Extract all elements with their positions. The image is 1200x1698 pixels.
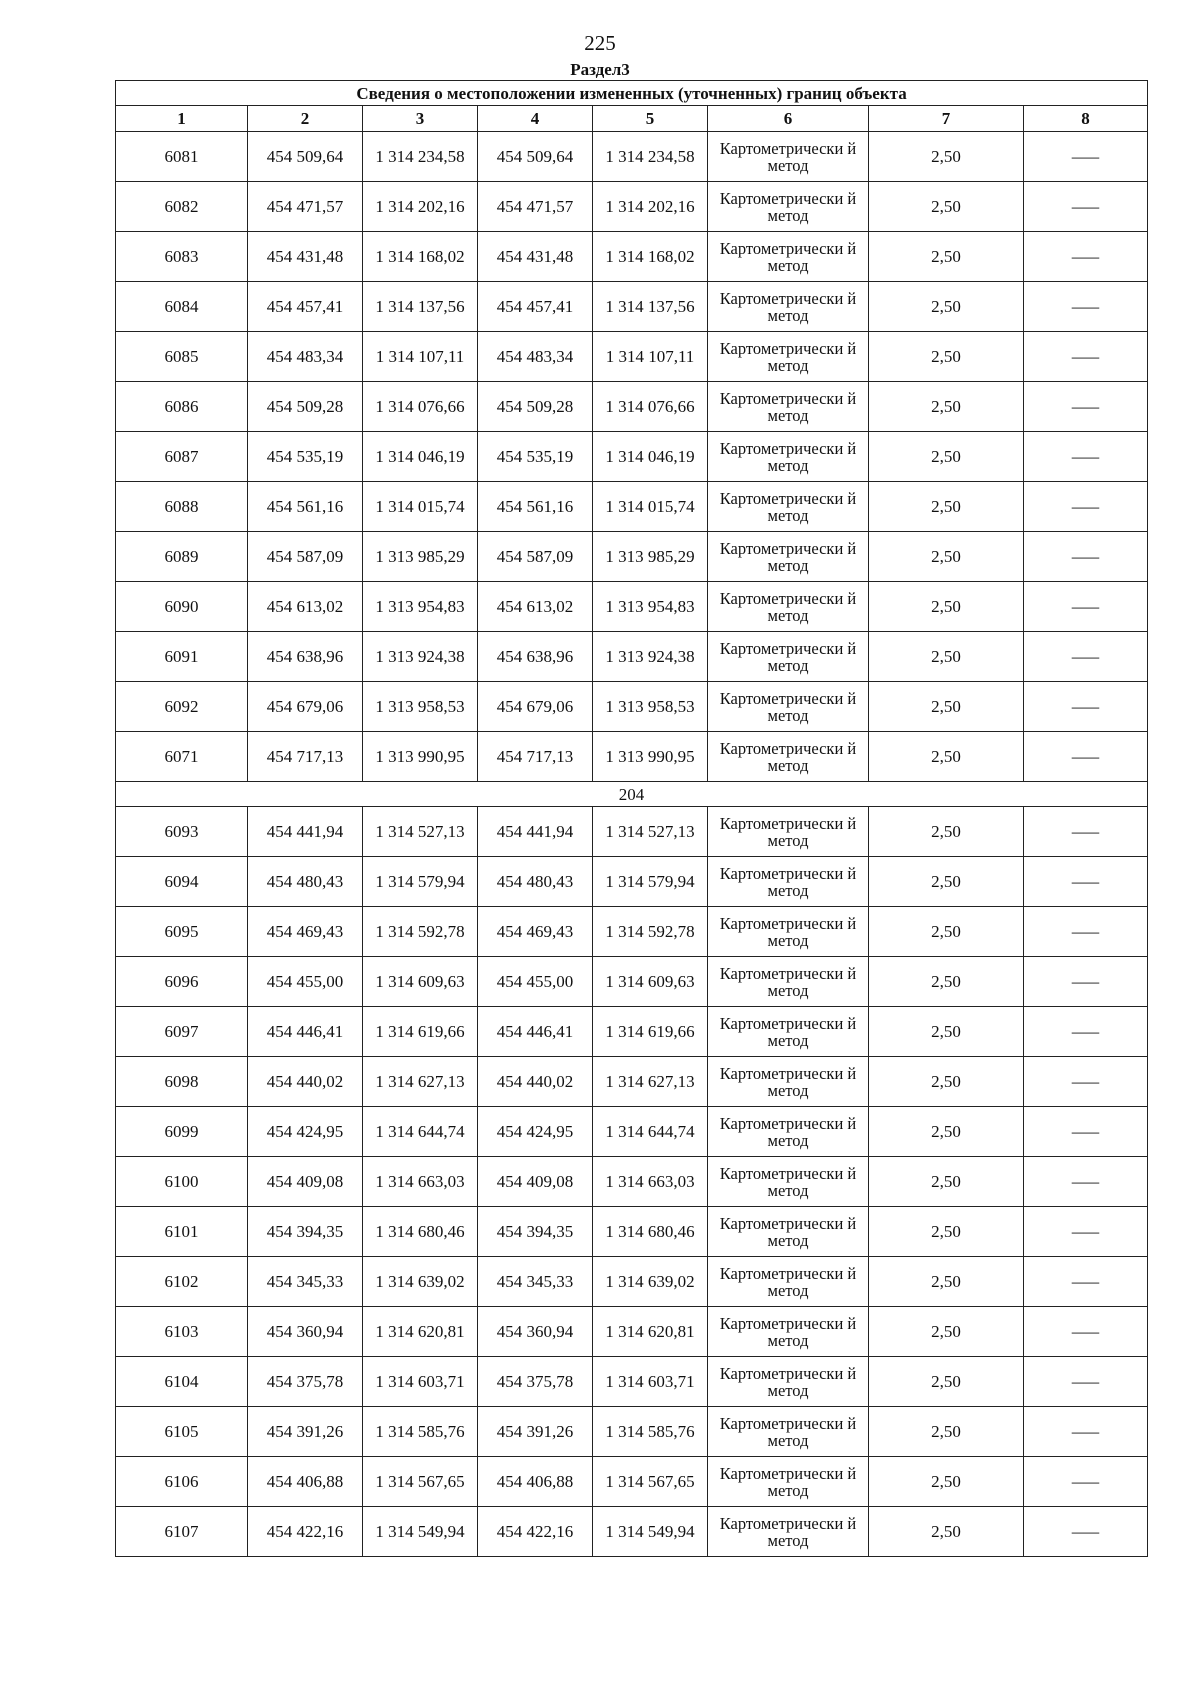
table-cell-col-1: 6081: [116, 132, 248, 182]
table-cell-col-7: 2,50: [869, 1307, 1024, 1357]
table-cell-col-6: Картометрически й метод: [708, 182, 869, 232]
table-cell-col-6: Картометрически й метод: [708, 732, 869, 782]
table-cell-col-6: Картометрически й метод: [708, 807, 869, 857]
table-cell-col-3: 1 314 076,66: [363, 382, 478, 432]
table-cell-col-3: 1 314 639,02: [363, 1257, 478, 1307]
table-cell-col-7: 2,50: [869, 1507, 1024, 1557]
table-cell-col-8: [1024, 857, 1148, 907]
table-cell-col-8: [1024, 1457, 1148, 1507]
table-cell-col-2: 454 457,41: [248, 282, 363, 332]
column-header-3: 3: [363, 106, 478, 132]
table-cell-col-7: 2,50: [869, 857, 1024, 907]
table-cell-col-4: 454 471,57: [478, 182, 593, 232]
column-header-row: [116, 106, 1148, 132]
table-cell-col-6: Картометрически й метод: [708, 132, 869, 182]
table-cell-col-5: 1 314 620,81: [593, 1307, 708, 1357]
table-cell-col-1: 6100: [116, 1157, 248, 1207]
table-cell-col-2: 454 391,26: [248, 1407, 363, 1457]
table-cell-col-6: Картометрически й метод: [708, 1057, 869, 1107]
table-caption-row: [116, 81, 1148, 106]
table-cell-col-3: 1 314 567,65: [363, 1457, 478, 1507]
dash-mark: —: [1071, 1072, 1100, 1091]
table-cell-col-4: 454 457,41: [478, 282, 593, 332]
table-cell-col-1: 6087: [116, 432, 248, 482]
dash-mark: —: [1071, 1322, 1100, 1341]
table-cell-col-4: 454 717,13: [478, 732, 593, 782]
table-cell-col-6: Картометрически й метод: [708, 957, 869, 1007]
table-cell-col-5: 1 314 627,13: [593, 1057, 708, 1107]
table-cell-col-2: 454 409,08: [248, 1157, 363, 1207]
table-cell-col-1: 6071: [116, 732, 248, 782]
table-caption: Сведения о местоположении измененных (уточненных) границ объекта: [116, 81, 1148, 106]
dash-mark: —: [1071, 647, 1100, 666]
table-cell-col-1: 6094: [116, 857, 248, 907]
table-cell-col-6: Картометрически й метод: [708, 632, 869, 682]
table-cell-col-7: 2,50: [869, 807, 1024, 857]
table-cell-col-1: 6092: [116, 682, 248, 732]
table-cell-col-5: 1 314 619,66: [593, 1007, 708, 1057]
table-cell-col-3: 1 314 680,46: [363, 1207, 478, 1257]
table-cell-col-3: 1 313 985,29: [363, 532, 478, 582]
table-cell-col-3: 1 314 619,66: [363, 1007, 478, 1057]
table-row: [116, 857, 1148, 907]
table-cell-col-4: 454 587,09: [478, 532, 593, 582]
table-cell-col-3: 1 313 924,38: [363, 632, 478, 682]
table-cell-col-4: 454 409,08: [478, 1157, 593, 1207]
table-row: [116, 132, 1148, 182]
table-row: [116, 1107, 1148, 1157]
table-cell-col-8: [1024, 957, 1148, 1007]
section-title: Раздел3: [570, 60, 630, 79]
group-label: 204: [116, 782, 1148, 807]
table-row: [116, 1007, 1148, 1057]
table-cell-col-3: 1 314 202,16: [363, 182, 478, 232]
column-header-1: 1: [116, 106, 248, 132]
table-cell-col-7: 2,50: [869, 1257, 1024, 1307]
table-cell-col-4: 454 345,33: [478, 1257, 593, 1307]
table-cell-col-6: Картометрически й метод: [708, 1407, 869, 1457]
dash-mark: —: [1071, 747, 1100, 766]
dash-mark: —: [1071, 1372, 1100, 1391]
dash-mark: —: [1071, 347, 1100, 366]
dash-mark: —: [1071, 1522, 1100, 1541]
table-cell-col-5: 1 313 924,38: [593, 632, 708, 682]
dash-mark: —: [1071, 822, 1100, 841]
table-cell-col-8: [1024, 1507, 1148, 1557]
table-cell-col-7: 2,50: [869, 1407, 1024, 1457]
table-cell-col-6: Картометрически й метод: [708, 482, 869, 532]
table-cell-col-7: 2,50: [869, 957, 1024, 1007]
table-cell-col-8: [1024, 182, 1148, 232]
dash-mark: —: [1071, 1122, 1100, 1141]
table-cell-col-4: 454 613,02: [478, 582, 593, 632]
table-row: [116, 957, 1148, 1007]
table-cell-col-8: [1024, 732, 1148, 782]
table-cell-col-7: 2,50: [869, 1457, 1024, 1507]
table-cell-col-6: Картометрически й метод: [708, 1107, 869, 1157]
table-cell-col-2: 454 509,64: [248, 132, 363, 182]
table-cell-col-5: 1 314 107,11: [593, 332, 708, 382]
table-cell-col-7: 2,50: [869, 732, 1024, 782]
table-row: [116, 1357, 1148, 1407]
table-cell-col-6: Картометрически й метод: [708, 907, 869, 957]
table-cell-col-2: 454 469,43: [248, 907, 363, 957]
table-cell-col-7: 2,50: [869, 907, 1024, 957]
table-cell-col-5: 1 314 663,03: [593, 1157, 708, 1207]
table-cell-col-8: [1024, 807, 1148, 857]
table-cell-col-6: Картометрически й метод: [708, 1307, 869, 1357]
table-cell-col-8: [1024, 682, 1148, 732]
table-cell-col-1: 6090: [116, 582, 248, 632]
table-cell-col-5: 1 314 168,02: [593, 232, 708, 282]
table-cell-col-2: 454 638,96: [248, 632, 363, 682]
table-cell-col-6: Картометрически й метод: [708, 282, 869, 332]
dash-mark: —: [1071, 697, 1100, 716]
dash-mark: —: [1071, 922, 1100, 941]
table-cell-col-2: 454 509,28: [248, 382, 363, 432]
table-row: [116, 1457, 1148, 1507]
table-row: [116, 732, 1148, 782]
table-cell-col-3: 1 313 954,83: [363, 582, 478, 632]
table-cell-col-8: [1024, 1307, 1148, 1357]
dash-mark: —: [1071, 1472, 1100, 1491]
dash-mark: —: [1071, 147, 1100, 166]
table-cell-col-1: 6095: [116, 907, 248, 957]
dash-mark: —: [1071, 872, 1100, 891]
table-cell-col-6: Картометрически й метод: [708, 582, 869, 632]
table-cell-col-4: 454 360,94: [478, 1307, 593, 1357]
dash-mark: —: [1071, 297, 1100, 316]
table-cell-col-1: 6107: [116, 1507, 248, 1557]
table-cell-col-8: [1024, 1207, 1148, 1257]
table-cell-col-4: 454 424,95: [478, 1107, 593, 1157]
table-body: [116, 81, 1148, 1557]
table-cell-col-3: 1 314 527,13: [363, 807, 478, 857]
table-cell-col-4: 454 483,34: [478, 332, 593, 382]
table-cell-col-1: 6104: [116, 1357, 248, 1407]
table-cell-col-1: 6091: [116, 632, 248, 682]
table-cell-col-4: 454 509,28: [478, 382, 593, 432]
dash-mark: —: [1071, 1422, 1100, 1441]
table-row: [116, 1507, 1148, 1557]
dash-mark: —: [1071, 597, 1100, 616]
dash-mark: —: [1071, 497, 1100, 516]
dash-mark: —: [1071, 397, 1100, 416]
table-cell-col-7: 2,50: [869, 332, 1024, 382]
table-cell-col-2: 454 375,78: [248, 1357, 363, 1407]
table-cell-col-6: Картометрически й метод: [708, 857, 869, 907]
column-header-2: 2: [248, 106, 363, 132]
table-cell-col-2: 454 455,00: [248, 957, 363, 1007]
table-cell-col-7: 2,50: [869, 582, 1024, 632]
table-cell-col-5: 1 314 076,66: [593, 382, 708, 432]
table-cell-col-5: 1 313 990,95: [593, 732, 708, 782]
table-cell-col-2: 454 360,94: [248, 1307, 363, 1357]
table-cell-col-4: 454 394,35: [478, 1207, 593, 1257]
table-cell-col-8: [1024, 482, 1148, 532]
table-cell-col-4: 454 535,19: [478, 432, 593, 482]
table-cell-col-1: 6102: [116, 1257, 248, 1307]
dash-mark: —: [1071, 197, 1100, 216]
table-cell-col-8: [1024, 907, 1148, 957]
table-row: [116, 1207, 1148, 1257]
table-cell-col-4: 454 406,88: [478, 1457, 593, 1507]
table-row: [116, 1257, 1148, 1307]
table-cell-col-7: 2,50: [869, 1107, 1024, 1157]
table-cell-col-7: 2,50: [869, 532, 1024, 582]
table-cell-col-1: 6088: [116, 482, 248, 532]
table-cell-col-7: 2,50: [869, 282, 1024, 332]
column-header-4: 4: [478, 106, 593, 132]
table-cell-col-3: 1 314 663,03: [363, 1157, 478, 1207]
dash-mark: —: [1071, 1022, 1100, 1041]
table-cell-col-3: 1 314 644,74: [363, 1107, 478, 1157]
table-cell-col-4: 454 455,00: [478, 957, 593, 1007]
table-cell-col-4: 454 561,16: [478, 482, 593, 532]
dash-mark: —: [1071, 972, 1100, 991]
table-cell-col-6: Картометрически й метод: [708, 232, 869, 282]
table-row: [116, 182, 1148, 232]
dash-mark: —: [1071, 1272, 1100, 1291]
table-cell-col-1: 6098: [116, 1057, 248, 1107]
table-cell-col-4: 454 422,16: [478, 1507, 593, 1557]
table-cell-col-4: 454 431,48: [478, 232, 593, 282]
table-cell-col-5: 1 314 579,94: [593, 857, 708, 907]
table-row: [116, 1407, 1148, 1457]
table-cell-col-7: 2,50: [869, 182, 1024, 232]
table-cell-col-3: 1 314 609,63: [363, 957, 478, 1007]
column-header-8: 8: [1024, 106, 1148, 132]
table-cell-col-2: 454 717,13: [248, 732, 363, 782]
table-cell-col-3: 1 314 585,76: [363, 1407, 478, 1457]
table-cell-col-4: 454 446,41: [478, 1007, 593, 1057]
table-cell-col-6: Картометрически й метод: [708, 1007, 869, 1057]
table-cell-col-5: 1 314 585,76: [593, 1407, 708, 1457]
table-cell-col-5: 1 313 958,53: [593, 682, 708, 732]
table-cell-col-6: Картометрически й метод: [708, 1507, 869, 1557]
dash-mark: —: [1071, 247, 1100, 266]
table-cell-col-5: 1 313 954,83: [593, 582, 708, 632]
table-cell-col-8: [1024, 1407, 1148, 1457]
table-cell-col-4: 454 679,06: [478, 682, 593, 732]
table-cell-col-2: 454 613,02: [248, 582, 363, 632]
table-cell-col-4: 454 441,94: [478, 807, 593, 857]
table-cell-col-2: 454 535,19: [248, 432, 363, 482]
table-cell-col-8: [1024, 432, 1148, 482]
table-cell-col-5: 1 314 592,78: [593, 907, 708, 957]
table-cell-col-8: [1024, 632, 1148, 682]
table-cell-col-7: 2,50: [869, 682, 1024, 732]
table-cell-col-3: 1 314 549,94: [363, 1507, 478, 1557]
table-row: [116, 582, 1148, 632]
table-cell-col-8: [1024, 1107, 1148, 1157]
table-cell-col-2: 454 483,34: [248, 332, 363, 382]
table-row: [116, 807, 1148, 857]
table-cell-col-8: [1024, 232, 1148, 282]
table-row: [116, 632, 1148, 682]
table-cell-col-2: 454 587,09: [248, 532, 363, 582]
table-cell-col-7: 2,50: [869, 382, 1024, 432]
table-cell-col-1: 6105: [116, 1407, 248, 1457]
table-cell-col-2: 454 440,02: [248, 1057, 363, 1107]
table-cell-col-1: 6086: [116, 382, 248, 432]
table-cell-col-5: 1 314 046,19: [593, 432, 708, 482]
table-cell-col-7: 2,50: [869, 1357, 1024, 1407]
table-cell-col-5: 1 314 639,02: [593, 1257, 708, 1307]
table-cell-col-2: 454 424,95: [248, 1107, 363, 1157]
table-cell-col-5: 1 314 603,71: [593, 1357, 708, 1407]
table-cell-col-4: 454 509,64: [478, 132, 593, 182]
boundary-coordinates-table: [115, 80, 1148, 1557]
table-cell-col-4: 454 480,43: [478, 857, 593, 907]
table-cell-col-6: Картометрически й метод: [708, 1257, 869, 1307]
table-cell-col-5: 1 314 015,74: [593, 482, 708, 532]
table-cell-col-6: Картометрически й метод: [708, 382, 869, 432]
table-cell-col-5: 1 314 609,63: [593, 957, 708, 1007]
table-cell-col-8: [1024, 1057, 1148, 1107]
table-cell-col-8: [1024, 282, 1148, 332]
table-cell-col-3: 1 314 579,94: [363, 857, 478, 907]
table-cell-col-1: 6084: [116, 282, 248, 332]
table-row: [116, 907, 1148, 957]
table-row: [116, 1307, 1148, 1357]
table-cell-col-1: 6106: [116, 1457, 248, 1507]
column-header-7: 7: [869, 106, 1024, 132]
table-cell-col-7: 2,50: [869, 132, 1024, 182]
table-cell-col-5: 1 314 567,65: [593, 1457, 708, 1507]
table-cell-col-5: 1 313 985,29: [593, 532, 708, 582]
table-cell-col-2: 454 446,41: [248, 1007, 363, 1057]
table-cell-col-2: 454 406,88: [248, 1457, 363, 1507]
table-cell-col-3: 1 314 620,81: [363, 1307, 478, 1357]
table-row: [116, 282, 1148, 332]
table-cell-col-3: 1 313 958,53: [363, 682, 478, 732]
table-cell-col-5: 1 314 234,58: [593, 132, 708, 182]
table-row: [116, 1157, 1148, 1207]
table-cell-col-1: 6089: [116, 532, 248, 582]
table-cell-col-8: [1024, 582, 1148, 632]
table-row: [116, 232, 1148, 282]
table-cell-col-2: 454 394,35: [248, 1207, 363, 1257]
table-cell-col-2: 454 561,16: [248, 482, 363, 532]
page-number: 225: [584, 31, 616, 55]
table-row: [116, 532, 1148, 582]
table-cell-col-3: 1 314 168,02: [363, 232, 478, 282]
table-cell-col-4: 454 469,43: [478, 907, 593, 957]
table-cell-col-3: 1 314 046,19: [363, 432, 478, 482]
table-row: [116, 332, 1148, 382]
table-cell-col-7: 2,50: [869, 1057, 1024, 1107]
table-cell-col-2: 454 422,16: [248, 1507, 363, 1557]
table-cell-col-7: 2,50: [869, 1207, 1024, 1257]
table-cell-col-8: [1024, 132, 1148, 182]
dash-mark: —: [1071, 1172, 1100, 1191]
table-cell-col-3: 1 314 234,58: [363, 132, 478, 182]
table-cell-col-1: 6085: [116, 332, 248, 382]
dash-mark: —: [1071, 1222, 1100, 1241]
table-cell-col-4: 454 638,96: [478, 632, 593, 682]
table-cell-col-7: 2,50: [869, 1007, 1024, 1057]
table-cell-col-5: 1 314 680,46: [593, 1207, 708, 1257]
table-cell-col-6: Картометрически й метод: [708, 1157, 869, 1207]
table-cell-col-6: Картометрически й метод: [708, 1457, 869, 1507]
group-label-row: [116, 782, 1148, 807]
table-cell-col-3: 1 313 990,95: [363, 732, 478, 782]
table-cell-col-5: 1 314 527,13: [593, 807, 708, 857]
table-cell-col-3: 1 314 627,13: [363, 1057, 478, 1107]
table-cell-col-3: 1 314 137,56: [363, 282, 478, 332]
table-cell-col-2: 454 345,33: [248, 1257, 363, 1307]
table-cell-col-8: [1024, 1357, 1148, 1407]
table-cell-col-1: 6082: [116, 182, 248, 232]
table-row: [116, 382, 1148, 432]
table-cell-col-7: 2,50: [869, 432, 1024, 482]
table-cell-col-6: Картометрически й метод: [708, 532, 869, 582]
table-cell-col-5: 1 314 644,74: [593, 1107, 708, 1157]
table-cell-col-8: [1024, 1257, 1148, 1307]
table-cell-col-4: 454 440,02: [478, 1057, 593, 1107]
table-cell-col-8: [1024, 332, 1148, 382]
table-cell-col-8: [1024, 1007, 1148, 1057]
table-cell-col-6: Картометрически й метод: [708, 332, 869, 382]
table-row: [116, 682, 1148, 732]
table-cell-col-6: Картометрически й метод: [708, 1207, 869, 1257]
table-cell-col-8: [1024, 532, 1148, 582]
table-cell-col-7: 2,50: [869, 232, 1024, 282]
table-cell-col-5: 1 314 137,56: [593, 282, 708, 332]
table-cell-col-3: 1 314 592,78: [363, 907, 478, 957]
table-cell-col-7: 2,50: [869, 632, 1024, 682]
table-cell-col-6: Картометрически й метод: [708, 1357, 869, 1407]
table-cell-col-1: 6099: [116, 1107, 248, 1157]
dash-mark: —: [1071, 547, 1100, 566]
column-header-6: 6: [708, 106, 869, 132]
table-cell-col-1: 6096: [116, 957, 248, 1007]
table-cell-col-2: 454 441,94: [248, 807, 363, 857]
table-cell-col-3: 1 314 603,71: [363, 1357, 478, 1407]
table-cell-col-6: Картометрически й метод: [708, 682, 869, 732]
table-cell-col-2: 454 679,06: [248, 682, 363, 732]
table-row: [116, 1057, 1148, 1107]
table-cell-col-2: 454 431,48: [248, 232, 363, 282]
table-cell-col-1: 6083: [116, 232, 248, 282]
table-row: [116, 482, 1148, 532]
table-cell-col-7: 2,50: [869, 1157, 1024, 1207]
table-cell-col-8: [1024, 382, 1148, 432]
table-cell-col-4: 454 391,26: [478, 1407, 593, 1457]
table-cell-col-5: 1 314 202,16: [593, 182, 708, 232]
table-row: [116, 432, 1148, 482]
table-cell-col-6: Картометрически й метод: [708, 432, 869, 482]
table-cell-col-1: 6103: [116, 1307, 248, 1357]
table-cell-col-1: 6097: [116, 1007, 248, 1057]
table-cell-col-1: 6093: [116, 807, 248, 857]
dash-mark: —: [1071, 447, 1100, 466]
table-cell-col-7: 2,50: [869, 482, 1024, 532]
table-cell-col-2: 454 480,43: [248, 857, 363, 907]
column-header-5: 5: [593, 106, 708, 132]
table-cell-col-2: 454 471,57: [248, 182, 363, 232]
table-cell-col-5: 1 314 549,94: [593, 1507, 708, 1557]
table-cell-col-3: 1 314 015,74: [363, 482, 478, 532]
table-cell-col-1: 6101: [116, 1207, 248, 1257]
table-cell-col-3: 1 314 107,11: [363, 332, 478, 382]
table-cell-col-4: 454 375,78: [478, 1357, 593, 1407]
table-cell-col-8: [1024, 1157, 1148, 1207]
